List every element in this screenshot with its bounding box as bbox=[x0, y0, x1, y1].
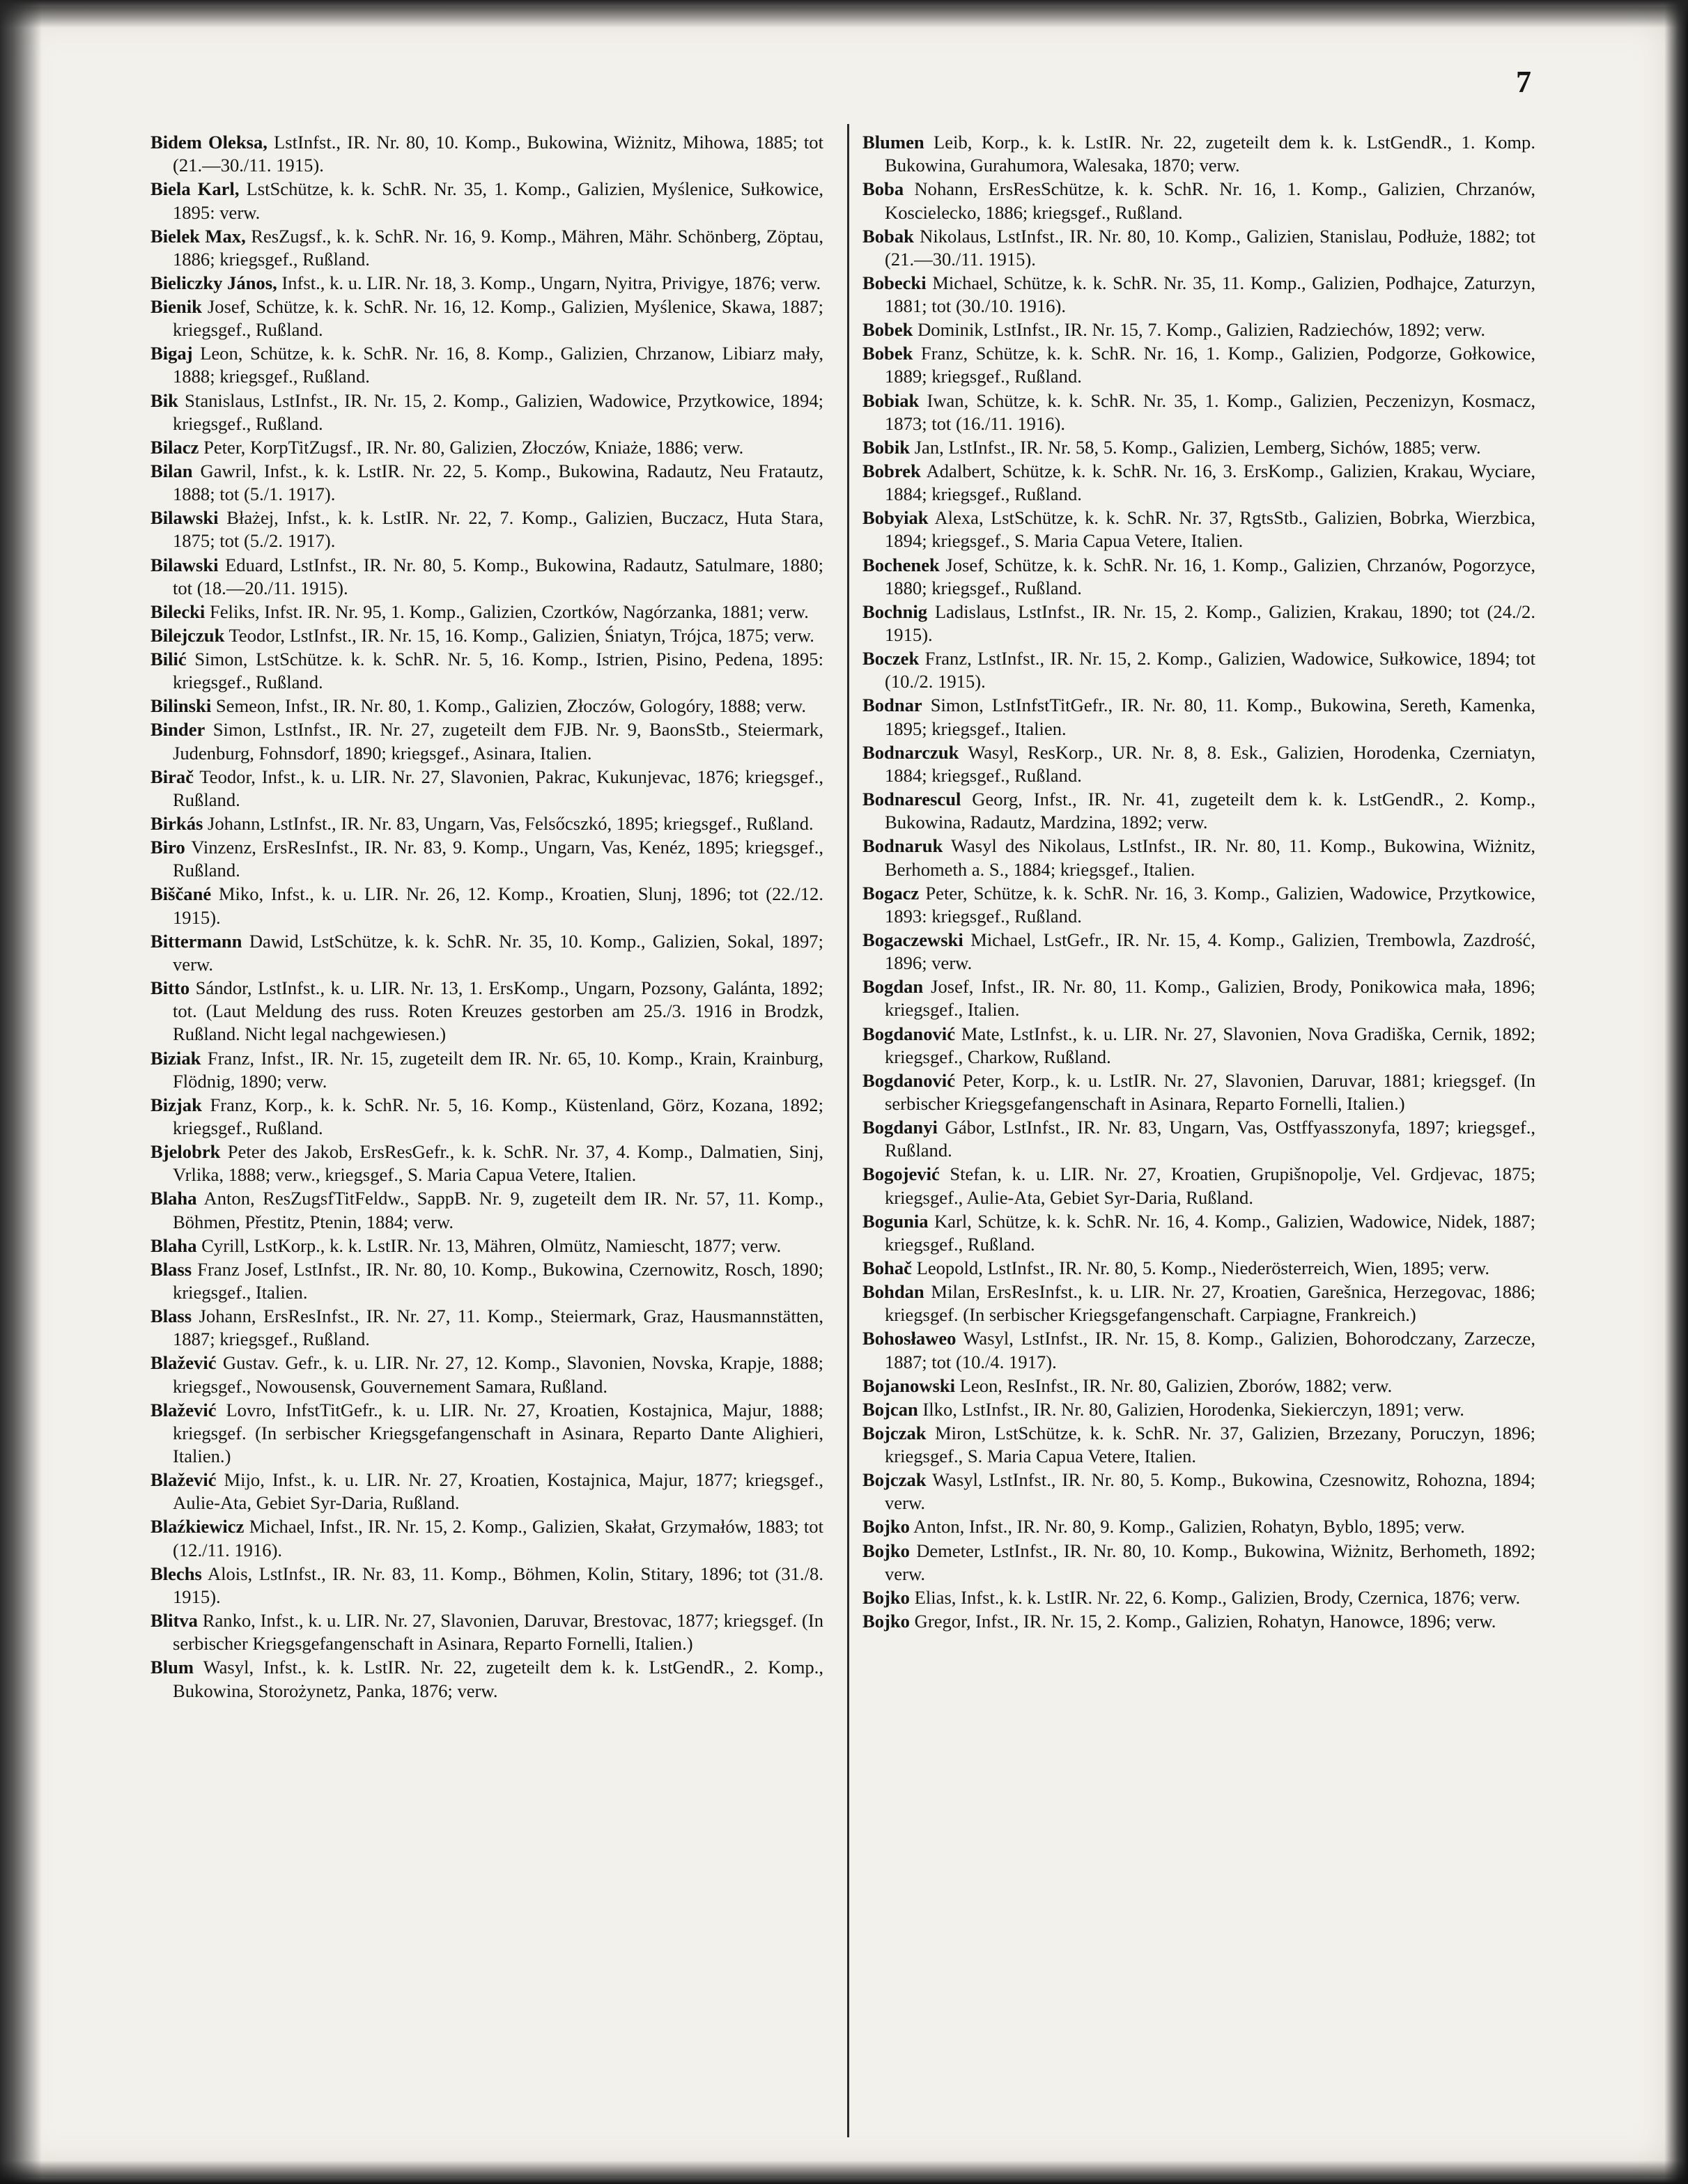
register-entry bbox=[150, 883, 823, 929]
entry-details: LstSchütze, k. k. SchR. Nr. 35, 1. Komp., Galizien, Myślenice, Sułkowice, 1895: verw. bbox=[173, 178, 823, 223]
entry-surname: Bogunia bbox=[862, 1210, 929, 1232]
entry-details: Cyrill, LstKorp., k. k. LstIR. Nr. 13, Mähren, Olmütz, Namiescht, 1877; verw. bbox=[196, 1234, 782, 1256]
entry-surname: Blažević bbox=[150, 1469, 217, 1491]
entry-details: Josef, Schütze, k. k. SchR. Nr. 16, 1. Komp., Galizien, Chrzanów, Pogorzyce, 1880; kriegsgef., Rußland. bbox=[885, 554, 1535, 598]
entry-surname: Biziak bbox=[150, 1047, 201, 1069]
register-entry bbox=[862, 694, 1535, 740]
entry-surname: Bogdanović bbox=[862, 1023, 955, 1044]
entry-surname: Bogojević bbox=[862, 1163, 940, 1185]
register-entry bbox=[862, 178, 1535, 224]
register-entry bbox=[150, 1563, 823, 1609]
register-entry bbox=[862, 506, 1535, 552]
entry-surname: Bidem Oleksa, bbox=[150, 132, 268, 153]
entry-surname: Bogdanyi bbox=[862, 1117, 938, 1138]
register-entry bbox=[862, 1540, 1535, 1586]
entry-surname: Bogaczewski bbox=[862, 929, 963, 950]
entry-surname: Blažević bbox=[150, 1352, 217, 1374]
entry-details: Ilko, LstInfst., IR. Nr. 80, Galizien, Horodenka, Siekierczyn, 1891; verw. bbox=[917, 1398, 1464, 1420]
entry-surname: Bogacz bbox=[862, 882, 920, 904]
entry-details: Leon, ResInfst., IR. Nr. 80, Galizien, Zborów, 1882; verw. bbox=[955, 1374, 1393, 1396]
entry-surname: Bobrek bbox=[862, 460, 921, 481]
register-entry bbox=[150, 1305, 823, 1351]
entry-surname: Biela Karl, bbox=[150, 178, 240, 200]
register-entry bbox=[150, 1140, 823, 1186]
entry-surname: Bojko bbox=[862, 1586, 910, 1608]
register-entry bbox=[862, 1280, 1535, 1326]
entry-details: Josef, Infst., IR. Nr. 80, 11. Komp., Galizien, Brody, Ponikowica mała, 1896; kriegsgef., Italien. bbox=[885, 976, 1535, 1021]
right-column bbox=[862, 131, 1535, 1634]
entry-details: Gábor, LstInfst., IR. Nr. 83, Ungarn, Vas, Ostffyasszonyfa, 1897; kriegsgef., Rußland. bbox=[885, 1117, 1535, 1161]
register-entry bbox=[862, 272, 1535, 318]
entry-surname: Blaha bbox=[150, 1188, 197, 1209]
entry-details: Stanislaus, LstInfst., IR. Nr. 15, 2. Komp., Galizien, Wadowice, Przytkowice, 1894; kriegsgef., Rußland. bbox=[173, 389, 823, 434]
register-entry bbox=[150, 624, 823, 647]
scan-edge-right bbox=[1664, 0, 1688, 2184]
entry-details: Nikolaus, LstInfst., IR. Nr. 80, 10. Komp., Galizien, Stanislau, Podłuże, 1882; tot (21.—30./11. 1915). bbox=[885, 225, 1535, 270]
entry-surname: Blass bbox=[150, 1306, 192, 1327]
register-entry bbox=[150, 648, 823, 694]
entry-details: Feliks, Infst. IR. Nr. 95, 1. Komp., Galizien, Czortków, Nagórzanka, 1881; verw. bbox=[205, 601, 809, 622]
register-entry bbox=[150, 506, 823, 552]
entry-details: Johann, ErsResInfst., IR. Nr. 27, 11. Komp., Steiermark, Graz, Hausmannstätten, 1887; kriegsgef., Rußland. bbox=[173, 1306, 823, 1350]
entry-surname: Bittermann bbox=[150, 930, 242, 952]
entry-surname: Bodnarczuk bbox=[862, 741, 959, 763]
register-entry bbox=[862, 788, 1535, 834]
register-entry bbox=[862, 225, 1535, 271]
entry-surname: Bizjak bbox=[150, 1094, 202, 1115]
entry-surname: Bobek bbox=[862, 343, 913, 364]
entry-details: Jan, LstInfst., IR. Nr. 58, 5. Komp., Galizien, Lemberg, Sichów, 1885; verw. bbox=[910, 436, 1481, 458]
entry-surname: Bobek bbox=[862, 319, 913, 341]
entry-surname: Bohosławeo bbox=[862, 1328, 957, 1349]
entry-details: Adalbert, Schütze, k. k. SchR. Nr. 16, 3. ErsKomp., Galizien, Krakau, Wyciare, 1884; kriegsgef., Rußland. bbox=[885, 460, 1535, 505]
entry-surname: Bochnig bbox=[862, 601, 928, 622]
register-entry bbox=[862, 1398, 1535, 1421]
register-entry bbox=[862, 1163, 1535, 1209]
entry-surname: Bitto bbox=[150, 977, 190, 999]
entry-details: Peter, Korp., k. u. LstIR. Nr. 27, Slavonien, Daruvar, 1881; kriegsgef. (In serbischer Kriegsgefangenschaft in Asinara, Reparto Fornelli, Italien.) bbox=[885, 1069, 1535, 1115]
register-entry bbox=[150, 1234, 823, 1257]
entry-surname: Bojko bbox=[862, 1516, 910, 1538]
entry-details: Simon, LstInfst., IR. Nr. 27, zugeteilt dem FJB. Nr. 9, BaonsStb., Steiermark, Judenburg, Fohnsdorf, 1890; kriegsgef., Asinara, Italien. bbox=[173, 719, 823, 764]
register-entry bbox=[150, 977, 823, 1046]
register-entry bbox=[862, 131, 1535, 177]
entry-surname: Bojko bbox=[862, 1610, 910, 1632]
register-entry bbox=[150, 1399, 823, 1469]
register-entry bbox=[862, 975, 1535, 1021]
register-entry bbox=[862, 647, 1535, 693]
entry-details: Elias, Infst., k. k. LstIR. Nr. 22, 6. Komp., Galizien, Brody, Czernica, 1876; verw. bbox=[909, 1586, 1521, 1608]
entry-surname: Bojko bbox=[862, 1540, 910, 1561]
entry-details: Peter, KorpTitZugsf., IR. Nr. 80, Galizien, Złoczów, Kniaże, 1886; verw. bbox=[199, 436, 744, 458]
entry-details: Franz Josef, LstInfst., IR. Nr. 80, 10. Komp., Bukowina, Czernowitz, Rosch, 1890; kriegsgef., Italien. bbox=[173, 1258, 823, 1303]
entry-surname: Boczek bbox=[862, 648, 920, 669]
entry-details: Sándor, LstInfst., k. u. LIR. Nr. 13, 1. ErsKomp., Ungarn, Pozsony, Galánta, 1892; tot. (Laut Meldung des russ. Roten Kreuzes gestorben am 25./3. 1916 in Brodzk, Rußland. Nicht legal nachgewiesen.) bbox=[173, 977, 823, 1045]
entry-surname: Blažević bbox=[150, 1399, 217, 1420]
entry-details: Miron, LstSchütze, k. k. SchR. Nr. 37, Galizien, Brzezany, Poruczyn, 1896; kriegsgef., S. Maria Capua Vetere, Italien. bbox=[885, 1422, 1535, 1467]
register-entry bbox=[862, 318, 1535, 341]
register-entry bbox=[150, 1469, 823, 1515]
entry-surname: Bohdan bbox=[862, 1281, 924, 1303]
register-entry bbox=[862, 1422, 1535, 1468]
register-entry bbox=[862, 1374, 1535, 1397]
entry-surname: Blum bbox=[150, 1657, 194, 1678]
entry-details: Alexa, LstSchütze, k. k. SchR. Nr. 37, RgtsStb., Galizien, Bobrka, Wierzbica, 1894; kriegsgef., S. Maria Capua Vetere, Italien. bbox=[885, 507, 1535, 552]
entry-details: Leib, Korp., k. k. LstIR. Nr. 22, zugeteilt dem k. k. LstGendR., 1. Komp. Bukowina, Gurahumora, Walesaka, 1870; verw. bbox=[885, 132, 1535, 176]
entry-surname: Bienik bbox=[150, 295, 202, 317]
register-entry bbox=[862, 554, 1535, 600]
entry-details: Franz, Infst., IR. Nr. 15, zugeteilt dem IR. Nr. 65, 10. Komp., Krain, Krainburg, Flödnig, 1890; verw. bbox=[173, 1047, 823, 1092]
register-entry bbox=[150, 436, 823, 459]
register-entry bbox=[150, 295, 823, 341]
entry-surname: Binder bbox=[150, 719, 206, 741]
entry-details: Teodor, LstInfst., IR. Nr. 15, 16. Komp., Galizien, Śniatyn, Trójca, 1875; verw. bbox=[224, 624, 814, 646]
entry-surname: Bohač bbox=[862, 1257, 912, 1279]
entry-surname: Biro bbox=[150, 837, 185, 858]
register-entry bbox=[150, 1656, 823, 1702]
entry-details: Ladislaus, LstInfst., IR. Nr. 15, 2. Komp., Galizien, Krakau, 1890; tot (24./2. 1915). bbox=[885, 601, 1535, 646]
register-entry bbox=[862, 741, 1535, 787]
entry-details: Ranko, Infst., k. u. LIR. Nr. 27, Slavonien, Daruvar, Brestovac, 1877; kriegsgef. (In serbischer Kriegsgefangenschaft in Asinara, Reparto Fornelli, Italien.) bbox=[173, 1610, 823, 1655]
entry-surname: Bojczak bbox=[862, 1422, 927, 1443]
entry-details: Leon, Schütze, k. k. SchR. Nr. 16, 8. Komp., Galizien, Chrzanow, Libiarz mały, 1888; kriegsgef., Rußland. bbox=[173, 343, 823, 387]
entry-surname: Bojczak bbox=[862, 1469, 927, 1491]
entry-surname: Bielek Max, bbox=[150, 225, 246, 247]
entry-details: Infst., k. u. LIR. Nr. 18, 3. Komp., Ungarn, Nyitra, Privigye, 1876; verw. bbox=[277, 272, 821, 293]
entry-details: Dominik, LstInfst., IR. Nr. 15, 7. Komp., Galizien, Radziechów, 1892; verw. bbox=[913, 319, 1485, 341]
register-entry bbox=[150, 460, 823, 506]
entry-details: Johann, LstInfst., IR. Nr. 83, Ungarn, Vas, Felsőcszkó, 1895; kriegsgef., Rußland. bbox=[203, 813, 814, 835]
entry-details: Wasyl, ResKorp., UR. Nr. 8, 8. Esk., Galizien, Horodenka, Czerniatyn, 1884; kriegsgef., Rußland. bbox=[885, 741, 1535, 786]
entry-surname: Bojcan bbox=[862, 1398, 918, 1420]
register-entry bbox=[150, 718, 823, 764]
register-entry bbox=[862, 460, 1535, 506]
entry-surname: Birkás bbox=[150, 813, 203, 835]
entry-surname: Bogdan bbox=[862, 976, 924, 998]
entry-details: Anton, ResZugsfTitFeldw., SappB. Nr. 9, zugeteilt dem IR. Nr. 57, 11. Komp., Böhmen, Přestitz, Ptenin, 1884; verw. bbox=[173, 1188, 823, 1232]
entry-surname: Boba bbox=[862, 178, 904, 200]
register-entry bbox=[150, 389, 823, 435]
entry-details: Peter, Schütze, k. k. SchR. Nr. 16, 3. Komp., Galizien, Wadowice, Przytkowice, 1893: kriegsgef., Rußland. bbox=[885, 882, 1535, 927]
register-entry bbox=[150, 1094, 823, 1140]
register-entry bbox=[862, 1586, 1535, 1609]
entry-surname: Bik bbox=[150, 389, 178, 411]
entry-surname: Bochenek bbox=[862, 554, 940, 575]
entry-details: Simon, LstSchütze. k. k. SchR. Nr. 5, 16. Komp., Istrien, Pisino, Pedena, 1895: kriegsgef., Rußland. bbox=[173, 649, 823, 693]
register-entry bbox=[150, 131, 823, 177]
entry-surname: Bilawski bbox=[150, 507, 219, 529]
entry-details: Franz, Schütze, k. k. SchR. Nr. 16, 1. Komp., Galizien, Podgorze, Gołkowice, 1889; kriegsgef., Rußland. bbox=[885, 343, 1535, 387]
entry-details: Simon, LstInfstTitGefr., IR. Nr. 80, 11. Komp., Bukowina, Sereth, Kamenka, 1895; kriegsgef., Italien. bbox=[885, 695, 1535, 739]
entry-surname: Bilić bbox=[150, 649, 187, 670]
entry-surname: Bodnaruk bbox=[862, 835, 943, 857]
entry-surname: Bigaj bbox=[150, 343, 193, 364]
entry-details: LstInfst., IR. Nr. 80, 10. Komp., Bukowina, Wiżnitz, Mihowa, 1885; tot (21.—30./11. 1915). bbox=[173, 132, 823, 176]
entry-surname: Blitva bbox=[150, 1610, 198, 1632]
entry-surname: Bobik bbox=[862, 436, 911, 458]
entry-surname: Blechs bbox=[150, 1563, 202, 1584]
entry-details: Vinzenz, ErsResInfst., IR. Nr. 83, 9. Komp., Ungarn, Vas, Kenéz, 1895; kriegsgef., Rußland. bbox=[173, 837, 823, 881]
register-entry bbox=[150, 554, 823, 600]
page-number: 7 bbox=[1516, 65, 1531, 99]
column-divider bbox=[847, 124, 849, 2137]
entry-surname: Bobak bbox=[862, 225, 914, 247]
entry-details: Nohann, ErsResSchütze, k. k. SchR. Nr. 16, 1. Komp., Galizien, Chrzanów, Koscielecko, 1886; kriegsgef., Rußland. bbox=[885, 178, 1535, 223]
register-entry bbox=[150, 272, 823, 295]
entry-details: Georg, Infst., IR. Nr. 41, zugeteilt dem k. k. LstGendR., 2. Komp., Bukowina, Radautz, Mardzina, 1892; verw. bbox=[885, 789, 1535, 833]
entry-details: Mate, LstInfst., k. u. LIR. Nr. 27, Slavonien, Nova Gradiška, Cernik, 1892; kriegsgef., Charkow, Rußland. bbox=[885, 1023, 1535, 1067]
entry-surname: Bobecki bbox=[862, 272, 927, 293]
entry-details: Dawid, LstSchütze, k. k. SchR. Nr. 35, 10. Komp., Galizien, Sokal, 1897; verw. bbox=[173, 930, 823, 975]
register-entry bbox=[862, 436, 1535, 459]
register-entry bbox=[862, 1069, 1535, 1115]
entry-surname: Bilecki bbox=[150, 601, 206, 622]
entry-surname: Bogdanović bbox=[862, 1069, 955, 1091]
entry-details: Gregor, Infst., IR. Nr. 15, 2. Komp., Galizien, Rohatyn, Hanowce, 1896; verw. bbox=[909, 1610, 1496, 1632]
register-entry bbox=[862, 601, 1535, 646]
entry-details: ResZugsf., k. k. SchR. Nr. 16, 9. Komp., Mähren, Mähr. Schönberg, Zöptau, 1886; kriegsgef., Rußland. bbox=[173, 225, 824, 270]
register-entry bbox=[862, 342, 1535, 388]
entry-surname: Bilinski bbox=[150, 695, 212, 717]
scan-edge-bottom bbox=[0, 2160, 1688, 2184]
entry-details: Michael, Schütze, k. k. SchR. Nr. 35, 11. Komp., Galizien, Podhajce, Zaturzyn, 1881; tot (30./10. 1916). bbox=[885, 272, 1535, 317]
entry-details: Franz, LstInfst., IR. Nr. 15, 2. Komp., Galizien, Wadowice, Sułkowice, 1894; tot (10./2. 1915). bbox=[885, 648, 1535, 692]
entry-details: Gustav. Gefr., k. u. LIR. Nr. 27, 12. Komp., Slavonien, Novska, Krapje, 1888; kriegsgef., Nowousensk, Gouvernement Samara, Rußland. bbox=[173, 1352, 823, 1397]
entry-details: Lovro, InfstTitGefr., k. u. LIR. Nr. 27, Kroatien, Kostajnica, Majur, 1888; kriegsgef. (In serbischer Kriegsgefangenschaft in Asinara, Reparto Dante Alighieri, Italien.) bbox=[173, 1399, 823, 1467]
entry-surname: Bilacz bbox=[150, 436, 199, 458]
entry-surname: Bjelobrk bbox=[150, 1141, 221, 1163]
entry-surname: Blaźkiewicz bbox=[150, 1516, 245, 1538]
register-entry bbox=[862, 882, 1535, 928]
entry-details: Teodor, Infst., k. u. LIR. Nr. 27, Slavonien, Pakrac, Kukunjevac, 1876; kriegsgef., Rußland. bbox=[173, 766, 823, 810]
scan-edge-top bbox=[0, 0, 1688, 28]
entry-surname: Bobyiak bbox=[862, 507, 929, 529]
register-entry bbox=[150, 1187, 823, 1233]
entry-details: Demeter, LstInfst., IR. Nr. 80, 10. Komp., Bukowina, Wiżnitz, Berhometh, 1892; verw. bbox=[885, 1540, 1535, 1584]
entry-details: Karl, Schütze, k. k. SchR. Nr. 16, 4. Komp., Galizien, Wadowice, Nidek, 1887; kriegsgef., Rußland. bbox=[885, 1210, 1535, 1255]
entry-details: Wasyl, LstInfst., IR. Nr. 80, 5. Komp., Bukowina, Czesnowitz, Rohozna, 1894; verw. bbox=[885, 1469, 1535, 1514]
register-entry bbox=[150, 695, 823, 718]
entry-details: Franz, Korp., k. k. SchR. Nr. 5, 16. Komp., Küstenland, Görz, Kozana, 1892; kriegsgef., Rußland. bbox=[173, 1094, 823, 1139]
register-entry bbox=[150, 836, 823, 882]
entry-details: Miko, Infst., k. u. LIR. Nr. 26, 12. Komp., Kroatien, Slunj, 1896; tot (22./12. 1915). bbox=[173, 883, 823, 928]
register-entry bbox=[862, 1515, 1535, 1538]
register-entry bbox=[150, 930, 823, 976]
scan-edge-left bbox=[0, 0, 42, 2184]
register-entry bbox=[862, 389, 1535, 435]
register-entry bbox=[862, 1469, 1535, 1515]
entry-details: Mijo, Infst., k. u. LIR. Nr. 27, Kroatien, Kostajnica, Majur, 1877; kriegsgef., Aulie-Ata, Gebiet Syr-Daria, Rußland. bbox=[173, 1469, 823, 1514]
entry-details: Stefan, k. u. LIR. Nr. 27, Kroatien, Grupišnopolje, Vel. Grdjevac, 1875; kriegsgef., Aulie-Ata, Gebiet Syr-Daria, Rußland. bbox=[885, 1163, 1535, 1208]
register-entry bbox=[150, 766, 823, 812]
register-entry bbox=[150, 342, 823, 388]
register-entry bbox=[150, 178, 823, 224]
register-entry bbox=[862, 1116, 1535, 1162]
register-entry bbox=[150, 601, 823, 624]
register-entry bbox=[150, 1352, 823, 1397]
entry-surname: Bodnar bbox=[862, 695, 922, 716]
register-entry bbox=[150, 1515, 823, 1561]
register-entry bbox=[150, 225, 823, 271]
entry-details: Gawril, Infst., k. k. LstIR. Nr. 22, 5. Komp., Bukowina, Radautz, Neu Fratautz, 1888; tot (5./1. 1917). bbox=[173, 460, 823, 505]
entry-details: Wasyl, Infst., k. k. LstIR. Nr. 22, zugeteilt dem k. k. LstGendR., 2. Komp., Bukowina, Storożynetz, Panka, 1876; verw. bbox=[173, 1657, 823, 1701]
entry-details: Milan, ErsResInfst., k. u. LIR. Nr. 27, Kroatien, Garešnica, Herzegovac, 1886; kriegsgef. (In serbischer Kriegsgefangenschaft. Carpiagne, Frankreich.) bbox=[885, 1281, 1535, 1326]
entry-details: Wasyl, LstInfst., IR. Nr. 15, 8. Komp., Galizien, Bohorodczany, Zarzecze, 1887; tot (10./4. 1917). bbox=[885, 1328, 1535, 1372]
register-entry bbox=[862, 1023, 1535, 1069]
register-entry bbox=[150, 1609, 823, 1655]
entry-details: Eduard, LstInfst., IR. Nr. 80, 5. Komp., Bukowina, Radautz, Satulmare, 1880; tot (18.—20./11. 1915). bbox=[173, 554, 823, 598]
entry-details: Josef, Schütze, k. k. SchR. Nr. 16, 12. Komp., Galizien, Myślenice, Skawa, 1887; kriegsgef., Rußland. bbox=[173, 295, 823, 341]
entry-details: Semeon, Infst., IR. Nr. 80, 1. Komp., Galizien, Złoczów, Gologóry, 1888; verw. bbox=[211, 695, 807, 717]
register-entry bbox=[862, 835, 1535, 881]
entry-surname: Bobiak bbox=[862, 389, 920, 411]
entry-surname: Biščané bbox=[150, 883, 212, 905]
entry-details: Michael, Infst., IR. Nr. 15, 2. Komp., Galizien, Skałat, Grzymałów, 1883; tot (12./11. 1916). bbox=[173, 1516, 823, 1560]
entry-details: Błażej, Infst., k. k. LstIR. Nr. 22, 7. Komp., Galizien, Buczacz, Huta Stara, 1875; tot (5./2. 1917). bbox=[173, 507, 823, 552]
entry-details: Leopold, LstInfst., IR. Nr. 80, 5. Komp., Niederösterreich, Wien, 1895; verw. bbox=[911, 1257, 1490, 1279]
entry-details: Anton, Infst., IR. Nr. 80, 9. Komp., Galizien, Rohatyn, Byblo, 1895; verw. bbox=[909, 1516, 1465, 1538]
register-entry bbox=[862, 1257, 1535, 1280]
register-entry bbox=[862, 1327, 1535, 1373]
entry-details: Michael, LstGefr., IR. Nr. 15, 4. Komp., Galizien, Trembowla, Zazdrość, 1896; verw. bbox=[885, 929, 1535, 974]
entry-surname: Blumen bbox=[862, 132, 924, 153]
register-entry bbox=[862, 1210, 1535, 1256]
register-entry bbox=[150, 812, 823, 835]
left-column bbox=[150, 131, 823, 1703]
entry-surname: Bojanowski bbox=[862, 1374, 956, 1396]
register-entry bbox=[862, 929, 1535, 975]
entry-surname: Bodnarescul bbox=[862, 789, 961, 810]
register-entry bbox=[150, 1047, 823, 1093]
entry-surname: Blaha bbox=[150, 1234, 197, 1256]
register-entry bbox=[150, 1258, 823, 1304]
entry-details: Peter des Jakob, ErsResGefr., k. k. SchR. Nr. 37, 4. Komp., Dalmatien, Sinj, Vrlika, 1888; verw., kriegsgef., S. Maria Capua Vetere, Italien. bbox=[173, 1141, 823, 1186]
entry-surname: Bilejczuk bbox=[150, 624, 225, 646]
entry-details: Wasyl des Nikolaus, LstInfst., IR. Nr. 80, 11. Komp., Bukowina, Wiżnitz, Berhometh a. S., 1884; kriegsgef., Italien. bbox=[885, 835, 1535, 880]
entry-surname: Bieliczky János, bbox=[150, 272, 277, 293]
entry-surname: Blass bbox=[150, 1258, 192, 1280]
entry-details: Iwan, Schütze, k. k. SchR. Nr. 35, 1. Komp., Galizien, Peczenizyn, Kosmacz, 1873; tot (16./11. 1916). bbox=[885, 389, 1535, 434]
entry-surname: Bilan bbox=[150, 460, 193, 481]
entry-surname: Bilawski bbox=[150, 554, 219, 575]
entry-details: Alois, LstInfst., IR. Nr. 83, 11. Komp., Böhmen, Kolin, Stitary, 1896; tot (31./8. 1915). bbox=[173, 1563, 823, 1607]
register-entry bbox=[862, 1610, 1535, 1633]
entry-surname: Birač bbox=[150, 766, 194, 787]
